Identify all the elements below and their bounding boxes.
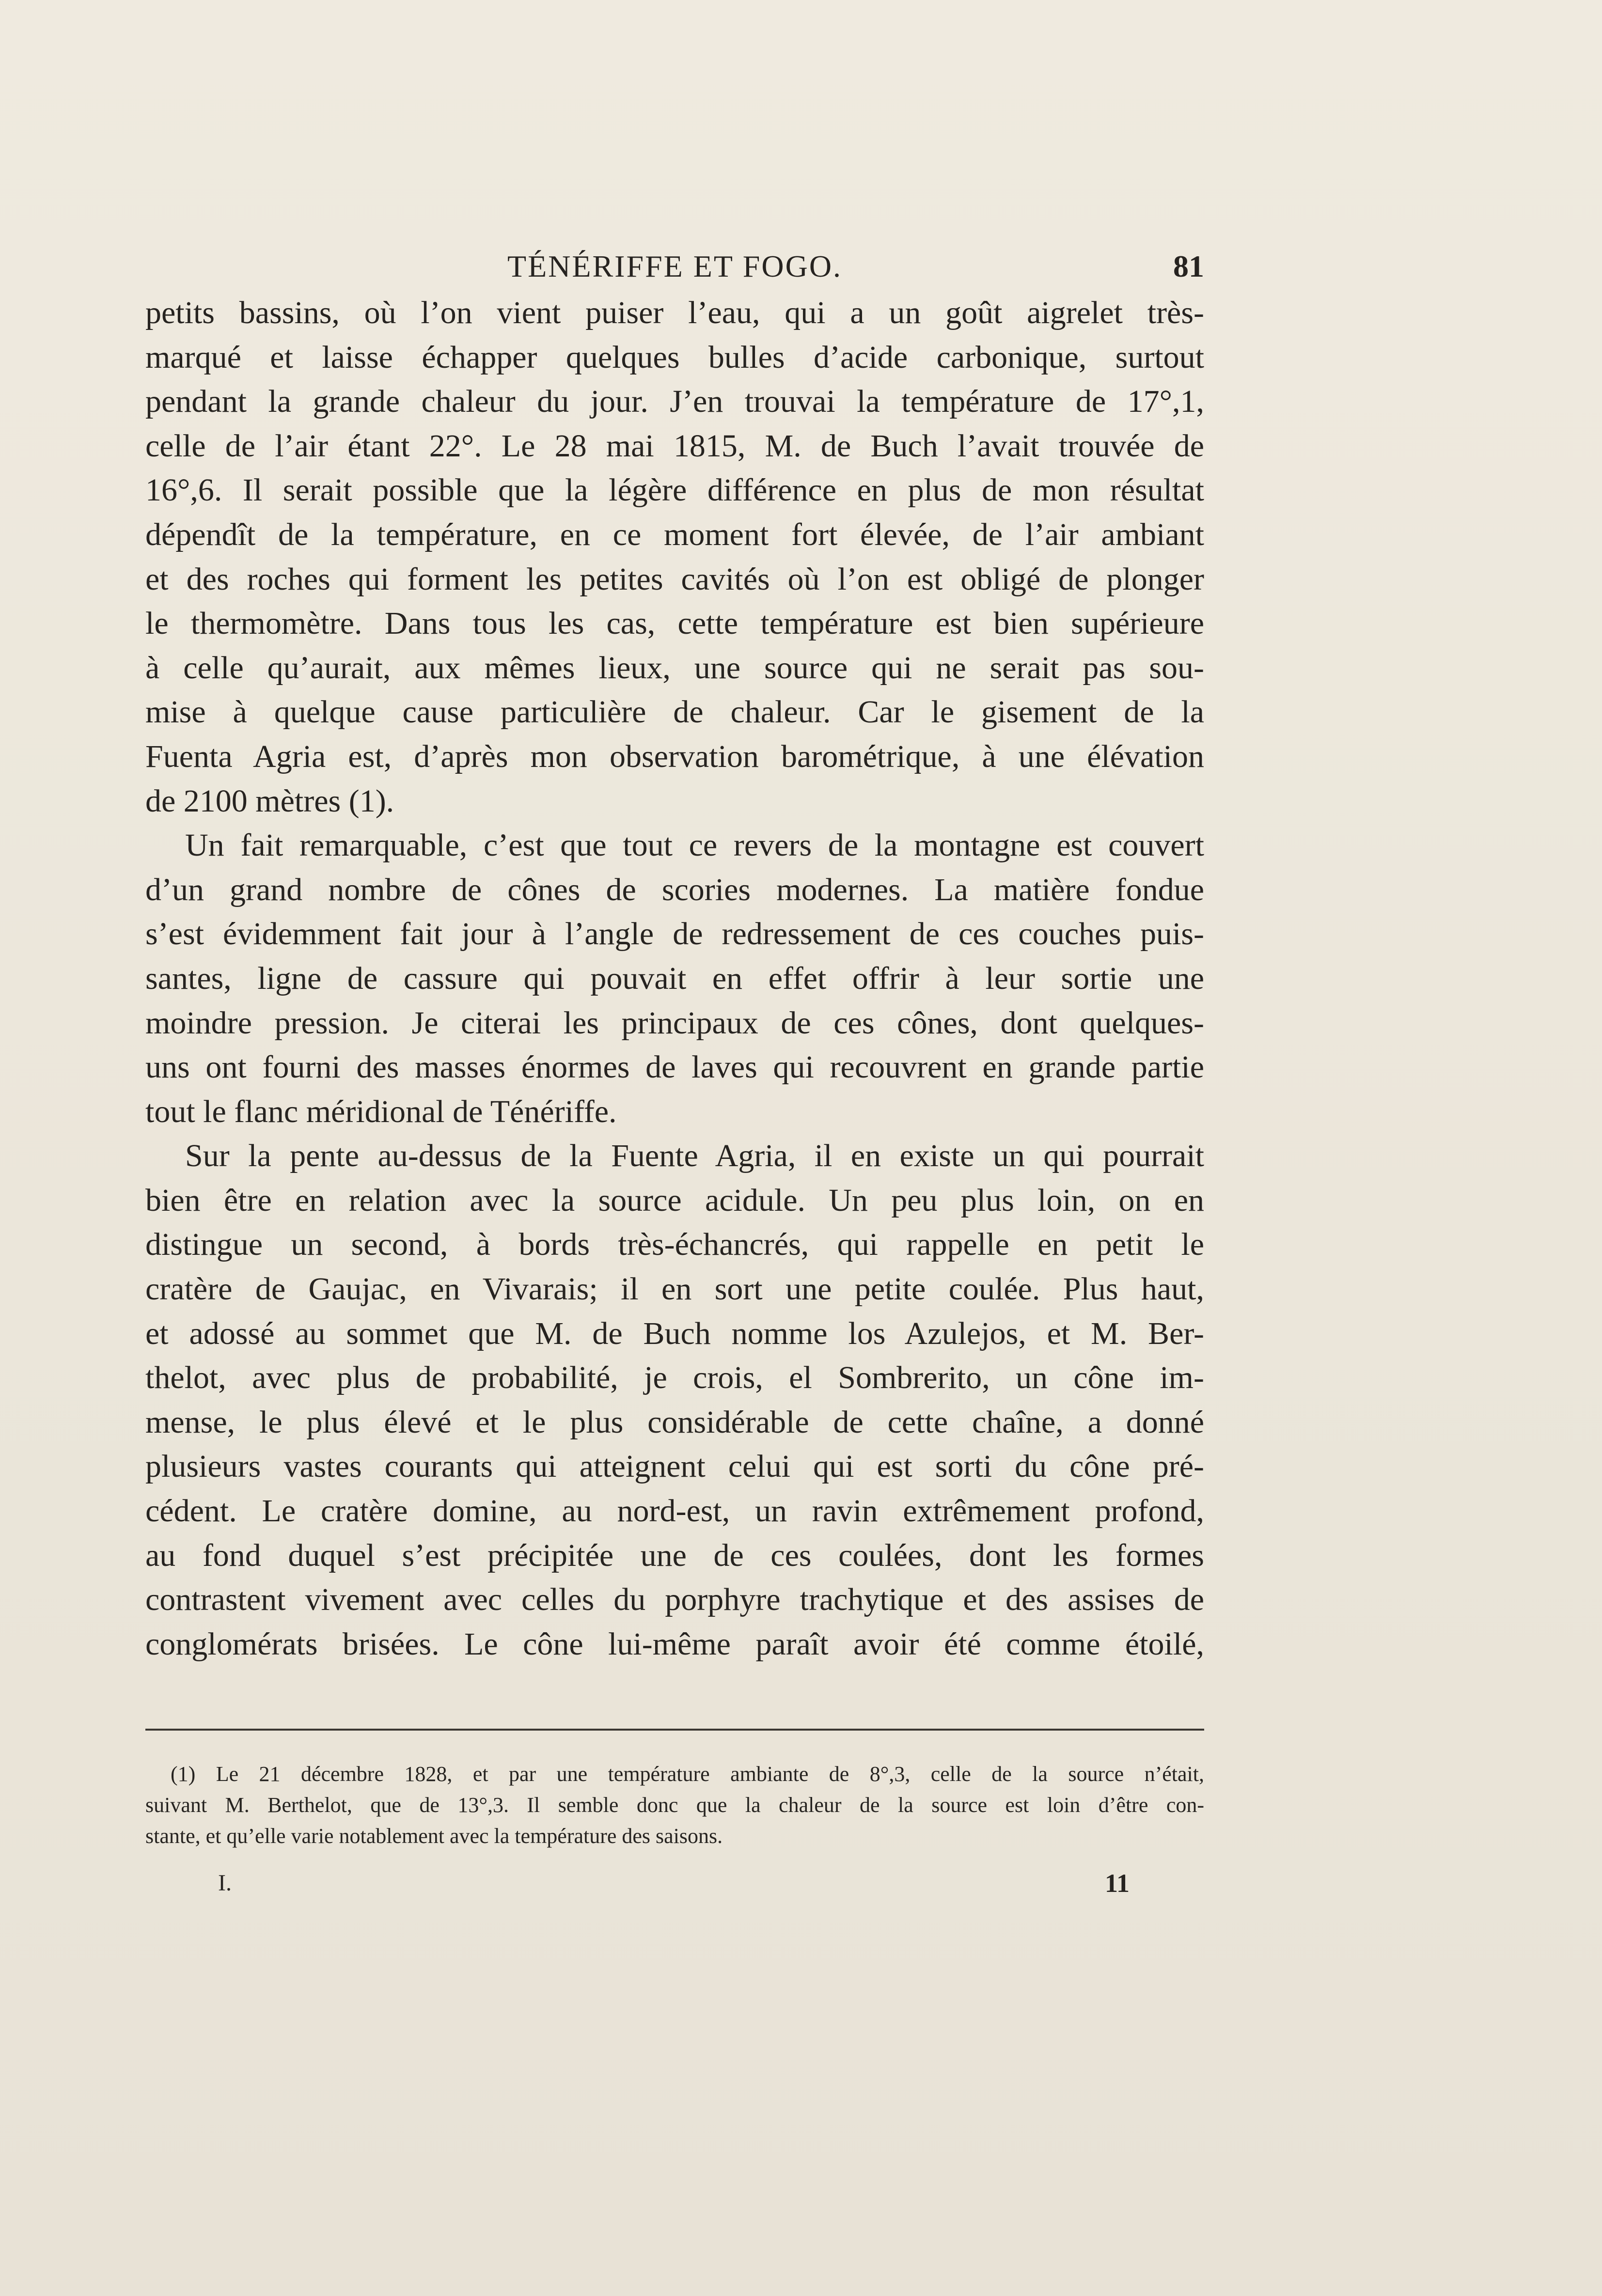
text-line: contrastent vivement avec celles du porphyre trachytique et des assises de <box>145 1582 1204 1618</box>
text-line: mense, le plus élevé et le plus considérable de cette chaîne, a donné <box>145 1404 1204 1440</box>
footnote-line: suivant M. Berthelot, que de 13°,3. Il semble donc que la chaleur de la source est loin d’être con- <box>145 1793 1204 1817</box>
text-line: le thermomètre. Dans tous les cas, cette température est bien supérieure <box>145 606 1204 641</box>
text-line: cédent. Le cratère domine, au nord-est, un ravin extrêmement profond, <box>145 1493 1204 1529</box>
body-text <box>145 291 1204 1666</box>
footnotes <box>145 1759 1204 1852</box>
text-line: s’est évidemment fait jour à l’angle de redressement de ces couches puis- <box>145 916 1204 952</box>
footnote-line: (1) Le 21 décembre 1828, et par une température ambiante de 8°,3, celle de la source n’était, <box>171 1762 1204 1786</box>
text-line: mise à quelque cause particulière de chaleur. Car le gisement de la <box>145 694 1204 730</box>
text-line: plusieurs vastes courants qui atteignent celui qui est sorti du cône pré- <box>145 1449 1204 1484</box>
footnote-rule <box>145 1729 1204 1731</box>
text-line: petits bassins, où l’on vient puiser l’eau, qui a un goût aigrelet très- <box>145 295 1204 330</box>
page-number: 81 <box>1173 249 1204 283</box>
text-line: thelot, avec plus de probabilité, je crois, el Sombrerito, un cône im- <box>145 1360 1204 1396</box>
text-line: dépendît de la température, en ce moment fort élevée, de l’air ambiant <box>145 516 1204 552</box>
text-line: au fond duquel s’est précipitée une de ces coulées, dont les formes <box>145 1537 1204 1573</box>
text-line: uns ont fourni des masses énormes de laves qui recouvrent en grande partie <box>145 1049 1204 1085</box>
running-head <box>145 245 1204 288</box>
text-line: d’un grand nombre de cônes de scories modernes. La matière fondue <box>145 872 1204 907</box>
text-line: bien être en relation avec la source acidule. Un peu plus loin, on en <box>145 1182 1204 1218</box>
text-line: marqué et laisse échapper quelques bulles d’acide carbonique, surtout <box>145 339 1204 375</box>
text-line: distingue un second, à bords très-échancrés, qui rappelle en petit le <box>145 1227 1204 1263</box>
text-line: et adossé au sommet que M. de Buch nomme los Azulejos, et M. Ber- <box>145 1315 1204 1351</box>
running-title: TÉNÉRIFFE ET FOGO. <box>507 249 843 283</box>
text-line: cratère de Gaujac, en Vivarais; il en sort une petite coulée. Plus haut, <box>145 1271 1204 1307</box>
text-line: pendant la grande chaleur du jour. J’en trouvai la température de 17°,1, <box>145 384 1204 420</box>
text-line: Fuenta Agria est, d’après mon observation barométrique, à une élévation <box>145 738 1204 774</box>
paragraph-end-line: tout le flanc méridional de Ténériffe. <box>145 1093 617 1129</box>
text-line: celle de l’air étant 22°. Le 28 mai 1815, M. de Buch l’avait trouvée de <box>145 428 1204 464</box>
paragraph-end-line: de 2100 mètres (1). <box>145 783 394 819</box>
text-line: 16°,6. Il serait possible que la légère différence en plus de mon résultat <box>145 472 1204 508</box>
text-line: santes, ligne de cassure qui pouvait en effet offrir à leur sortie une <box>145 960 1204 996</box>
signature-mark: I. <box>218 1870 232 1896</box>
text-line: et des roches qui forment les petites cavités où l’on est obligé de plonger <box>145 561 1204 597</box>
paragraph-first-line: Un fait remarquable, c’est que tout ce revers de la montagne est couvert <box>185 828 1204 863</box>
text-line: à celle qu’aurait, aux mêmes lieux, une source qui ne serait pas sou- <box>145 650 1204 686</box>
gathering-number: 11 <box>1105 1869 1130 1898</box>
text-line: conglomérats brisées. Le cône lui-même paraît avoir été comme étoilé, <box>145 1626 1204 1662</box>
text-line: moindre pression. Je citerai les principaux de ces cônes, dont quelques- <box>145 1005 1204 1041</box>
paragraph-first-line: Sur la pente au-dessus de la Fuente Agria, il en existe un qui pourrait <box>185 1138 1204 1174</box>
footnote-line: stante, et qu’elle varie notablement avec la température des saisons. <box>145 1824 723 1848</box>
